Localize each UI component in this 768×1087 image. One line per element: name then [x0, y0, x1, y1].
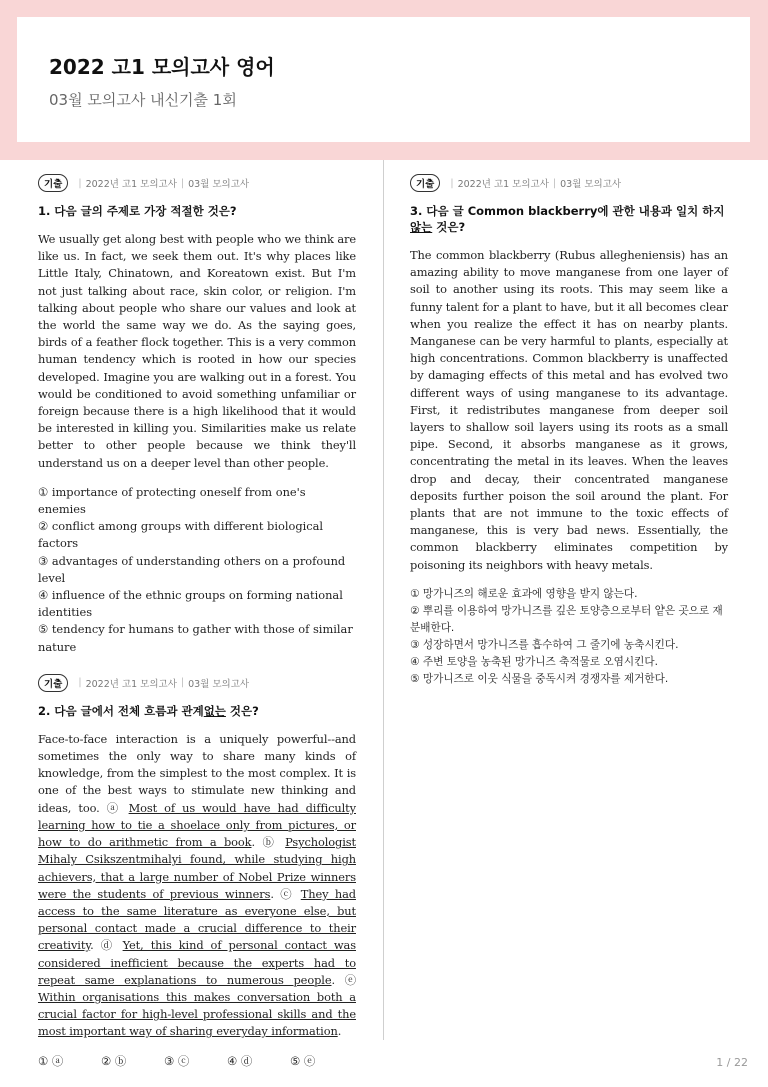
answer-option[interactable]: ④ influence of the ethnic groups on forming national identities	[38, 588, 343, 620]
tag-meta-month: 03월 모의고사	[188, 179, 250, 190]
title-underlined-word: 않는	[410, 220, 433, 234]
sentence-a: Most of us would have had difficulty learning how to tie a shoelace only from pictures, or how to do arithmetic from a book	[38, 800, 356, 850]
answer-option[interactable]: ② ⓑ	[101, 1053, 127, 1068]
answer-option[interactable]: ① ⓐ	[38, 1053, 64, 1068]
sentence-b: Psychologist Mihaly Csikszentmihalyi found, while studying high achievers, that a large number of Nobel Prize winners were the students of previous winners	[38, 835, 356, 901]
sentence-e: Within organisations this makes conversation both a crucial factor for high-level professional skills and the most important way of sharing everyday information	[38, 989, 356, 1039]
question-2	[38, 674, 356, 1069]
answer-option[interactable]: ① 망가니즈의 해로운 효과에 영향을 받지 않는다.	[410, 587, 638, 600]
marker-e: ⓔ	[344, 972, 356, 987]
question-title: 3. 다음 글 Common blackberry에 관한 내용과 일치 하지 않는 것은?	[410, 204, 725, 234]
question-title: 1. 다음 글의 주제로 가장 적절한 것은?	[38, 204, 237, 218]
question-tag-line: 기출 | 2022년 고1 모의고사 | 03월 모의고사	[410, 174, 728, 192]
question-title: 2. 다음 글에서 전체 흐름과 관계없는 것은?	[38, 703, 259, 718]
tag-badge: 기출	[410, 174, 440, 192]
tag-badge: 기출	[38, 174, 68, 192]
tag-meta-month: 03월 모의고사	[188, 678, 250, 690]
tag-meta-year: 2022년 고1 모의고사	[457, 179, 549, 190]
question-tag-line: 기출 | 2022년 고1 모의고사 | 03월 모의고사	[38, 174, 356, 192]
sentence-d: Yet, this kind of personal contact was considered inefficient because the experts had to repeat same explanations to numerous people	[38, 938, 356, 987]
marker-a: ⓐ	[106, 800, 122, 815]
answer-option[interactable]: ④ ⓓ	[227, 1053, 253, 1068]
answer-option[interactable]: ⑤ tendency for humans to gather with those of similar nature	[38, 622, 353, 654]
answer-option[interactable]: ③ 성장하면서 망가니즈를 흡수하여 그 줄기에 농축시킨다.	[410, 638, 679, 651]
answer-option[interactable]: ① importance of protecting oneself from one's enemies	[38, 484, 306, 517]
question-passage: We usually get along best with people who we think are like us. In fact, we seek them out. It's why places like Little Italy, Chinatown, and Koreatown exist. But I'm not just talking about race, skin color, or religion. I'm talking about people who share our values and look at the world the same way we do. As the saying goes, birds of a feather flock together. This is a very common human tendency which is rooted in how our species developed. Imagine you are walking out in a forest. You would be conditioned to avoid something unfamiliar or foreign because there is a high likelihood that it would be interested in killing you. Similarities make us relate better to other people because we think they'll understand us on a deeper level than other people.	[38, 232, 356, 470]
answer-option[interactable]: ② 뿌리를 이용하여 망가니즈를 깊은 토양층으로부터 얕은 곳으로 재분배한다.	[410, 604, 723, 634]
tag-meta-month: 03월 모의고사	[560, 179, 622, 190]
tag-badge: 기출	[38, 674, 68, 692]
question-passage: The common blackberry (Rubus allegheniensis) has an amazing ability to move manganese from one layer of soil to another using its roots. This may seem like a funny talent for a plant to have, but it all becomes clear when you realize the effect it has on nearby plants. Manganese can be very harmful to plants, especially at high concentrations. Common blackberry is unaffected by damaging effects of this metal and has evolved two different ways of using manganese to its advantage. First, it redistributes manganese from deeper soil layers to shallow soil layers using its roots as a small pipe. Second, it absorbs manganese as it grows, concentrating the metal in its leaves. When the leaves drop and decay, their concentrated manganese deposits further poison the soil around the plant. For plants that are not immune to the toxic effects of manganese, this is very bad news. Essentially, the common blackberry eliminates competition by poisoning its neighbors with heavy metals.	[410, 248, 728, 572]
title-underlined-word: 없는	[203, 703, 226, 718]
marker-c: ⓒ	[280, 886, 295, 901]
document-subtitle: 03월 모의고사 내신기출 1회	[49, 91, 237, 109]
page-number: 1 / 22	[716, 1056, 748, 1069]
answer-options	[38, 1053, 356, 1069]
column-divider	[383, 160, 384, 1040]
answer-options	[410, 586, 728, 688]
answer-options	[38, 484, 356, 656]
header-card	[17, 17, 750, 142]
marker-d: ⓓ	[100, 938, 116, 953]
tag-meta-year: 2022년 고1 모의고사	[85, 678, 177, 690]
answer-option[interactable]: ⑤ ⓔ	[290, 1053, 316, 1068]
right-column	[410, 172, 728, 706]
question-tag-line: 기출 | 2022년 고1 모의고사 | 03월 모의고사	[38, 674, 356, 692]
answer-option[interactable]: ③ ⓒ	[164, 1053, 190, 1068]
answer-option[interactable]: ② conflict among groups with different biological factors	[38, 519, 324, 551]
document-title: 2022 고1 모의고사 영어	[49, 55, 275, 79]
left-column	[38, 172, 356, 1087]
question-3	[410, 174, 728, 688]
answer-option[interactable]: ④ 주변 토양을 농축된 망가니즈 축적물로 오염시킨다.	[410, 655, 658, 668]
question-passage: Face-to-face interaction is a uniquely powerful--and sometimes the only way to share many kinds of knowledge, from the simplest to the most complex. It is one of the best ways to stimulate new thinking and ideas, too. ⓐ Most of us would have had difficulty learning how to tie a shoelace only from pictures, or how to do arithmetic from a book. ⓑ Psychologist Mihaly Csikszentmihalyi found, while studying high achievers, that a large number of Nobel Prize winners were the students of previous winners. ⓒ They had access to the same literature as everyone else, but personal contact made a crucial difference to their creativity. ⓓ Yet, this kind of personal contact was considered inefficient because the experts had to repeat same explanations to numerous people. ⓔ Within organisations this makes conversation both a crucial factor for high-level professional skills and the most important way of sharing everyday information.	[38, 731, 356, 1039]
answer-option[interactable]: ⑤ 망가니즈로 이웃 식물을 중독시켜 경쟁자를 제거한다.	[410, 672, 669, 685]
question-1	[38, 174, 356, 656]
sentence-c: They had access to the same literature as everyone else, but personal contact made a crucial difference to their creativity	[38, 886, 356, 953]
answer-option[interactable]: ③ advantages of understanding others on a profound level	[38, 553, 346, 585]
marker-b: ⓑ	[262, 835, 278, 850]
tag-meta-year: 2022년 고1 모의고사	[85, 179, 177, 190]
